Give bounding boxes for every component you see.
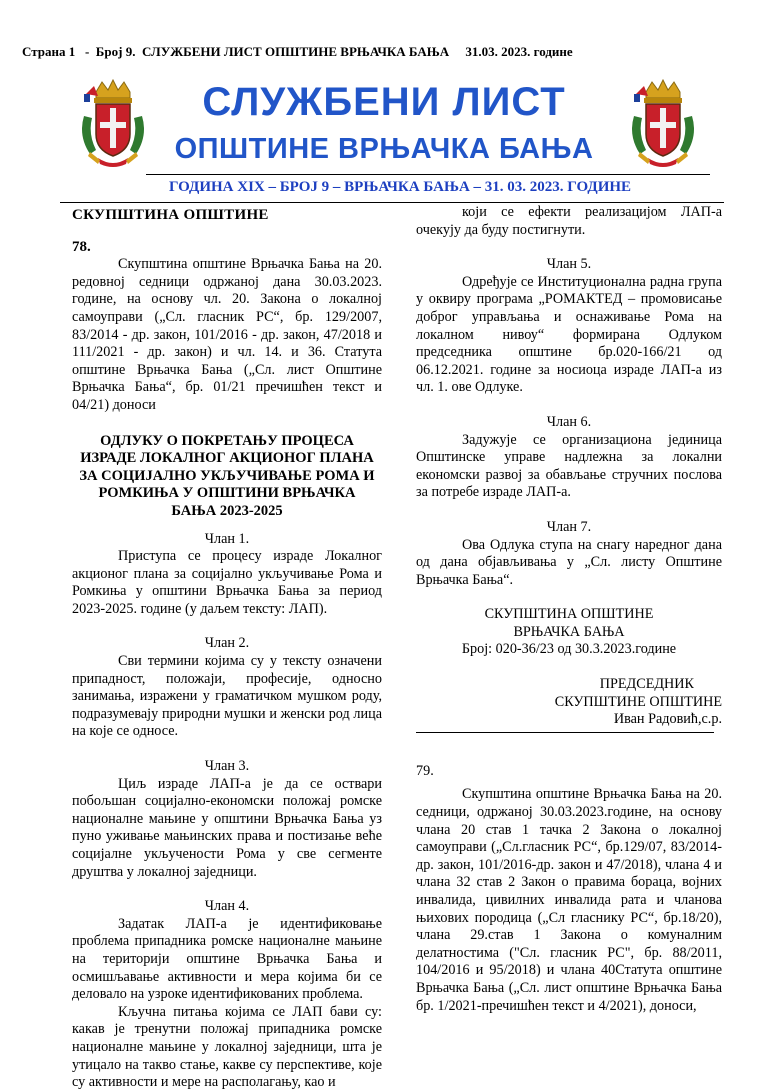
president-title: ПРЕДСЕДНИК	[599, 676, 694, 693]
issue-line: ГОДИНА XIX – БРОЈ 9 – ВРЊАЧКА БАЊА – 31. 03. 2023. ГОДИНЕ	[168, 179, 632, 195]
article-text: Задатак ЛАП-а је идентификовање проблема припадника ромске националне мањине на територији општине Врњачка Бања и осмишљавање активности и мера којима би се деловало на узроке идентификованих проблема.	[72, 915, 382, 1003]
intro-paragraph: Скупштина општине Врњачка Бања на 20. редовној седници одржаној дана 30.03.2023. године, на основу чл. 20. Закона о локалној самоуправи („Сл. гласник РС“, бр. 129/2007, 83/2014 - др. закон, 101/2016 - др. закон, 47/2018 и 111/2021 - др. закон) и чл. 14. и 36. Статута општине Врњачка Бања („Сл. лист Општине Врњачка Бања“, бр. 01/21 пречишћен текст и 04/21) доноси	[72, 256, 382, 413]
page-header-line: Страна 1 - Број 9. СЛУЖБЕНИ ЛИСТ ОПШТИНЕ ВРЊАЧКА БАЊА 31.03. 2023. године	[22, 44, 573, 59]
president-body: СКУПШТИНЕ ОПШТИНЕ	[554, 693, 722, 710]
divider	[60, 202, 724, 203]
article-text: Кључна питања којима се ЛАП бави су: какав је тренутни положај припадника ромске националне мањине у локалној заједници, шта је утицало на такво стање, какве су перспективе, које су активности и мере на располагању, као и	[72, 1003, 382, 1091]
article-text: Одређује се Институционална радна група у оквиру програма „РОМАКТЕД – промовисање доброг управљања и оснаживање Рома на локалном нивоу“ формирана Одлуком председника општине бр.020-166/21 од 06.12.2021. године за носиоца израде ЛАП-а из чл. 1. ове Одлуке.	[416, 273, 722, 396]
document-number: 79.	[416, 762, 434, 779]
article-text: Циљ израде ЛАП-а је да се оствари побољшан социјално-економски положај ромске националне мањине у општини Врњачка Бања уз пуно уживање мањинских права и постизање веће социјалне укључености Рома у све сегменте друштва у локалној заједници.	[72, 775, 382, 880]
article-text: Сви термини којима су у тексту означени припадност, положаји, професије, односно занимања, изражени у граматичком мушком роду, подразумевају природни мушки и женски род лица на које се односе.	[72, 653, 382, 740]
right-column	[416, 204, 722, 1015]
decision-reference: Број: 020-36/23 од 30.3.2023.године	[461, 641, 677, 658]
article-heading: Члан 1.	[204, 530, 250, 547]
article-heading: Члан 3.	[204, 758, 250, 775]
masthead-subtitle: ОПШТИНЕ ВРЊАЧКА БАЊА	[174, 133, 594, 165]
divider	[146, 174, 710, 175]
article-heading: Члан 2.	[204, 635, 250, 652]
president-name: Иван Радовић,с.р.	[613, 711, 722, 728]
article-heading: Члан 4.	[204, 898, 250, 915]
signature-body: СКУПШТИНА ОПШТИНЕ	[484, 606, 654, 623]
left-column	[72, 207, 382, 1092]
article-text: Приступа се процесу израде Локалног акционог плана за социјално укључивање Рома и Ромкиња у општини Врњачка Бања за период 2023-2025. године (у даљем тексту: ЛАП).	[72, 548, 382, 617]
article-heading: Члан 6.	[546, 413, 592, 430]
masthead-title: СЛУЖБЕНИ ЛИСТ	[202, 80, 566, 124]
signature-body-place: ВРЊАЧКА БАЊА	[513, 623, 625, 640]
intro-paragraph: Скупштина општине Врњачка Бања на 20. седници, одржаној 30.03.2023.године, на основу члана 20 став 1 тачка 2 Закона о локалној самоуправи („Сл.гласник РС“, бр.129/07, 83/2014-др. закон, 101/2016-др. закон и 47/2018), члана 4 и члана 32 став 2 Закон о правима бораца, војних инвалида, цивилних инвалида рата и чланова њихових породица („Сл гласнику РС“, бр.18/20), члана 29.став 1 Закона о комуналним делатностима ("Сл. гласник РС", бр. 88/2011, 104/2016 и 95/2018) и члана 40Статута општине Врњачка Бања („Сл. лист општине Врњачка Бања бр. 1/2021-пречишћен текст и 4/2021), доноси,	[416, 786, 722, 1014]
document-number: 78.	[72, 238, 91, 255]
section-heading: СКУПШТИНА ОПШТИНЕ	[72, 207, 269, 223]
article-heading: Члан 7.	[546, 518, 592, 535]
article-heading: Члан 5.	[546, 256, 592, 273]
article-text: Задужује се организациона јединица Општинске управе надлежна за локални економски развој за обављање стручних послова за потребе израде ЛАП-а.	[416, 431, 722, 501]
article-text: Ова Одлука ступа на снагу наредног дана од дана објављивања у „Сл. листу Општине Врњачка Бања“.	[416, 536, 722, 588]
decision-title: ОДЛУКУ О ПОКРЕТАЊУ ПРОЦЕСА ИЗРАДЕ ЛОКАЛНОГ АКЦИОНОГ ПЛАНА ЗА СОЦИЈАЛНО УКЉУЧИВАЊЕ РОМА И РОМКИЊА У ОПШТИНИ ВРЊАЧКА БАЊА 2023-2025	[79, 432, 375, 519]
continued-text: који се ефекти реализацијом ЛАП-а очекују да буду постигнути.	[416, 204, 722, 238]
